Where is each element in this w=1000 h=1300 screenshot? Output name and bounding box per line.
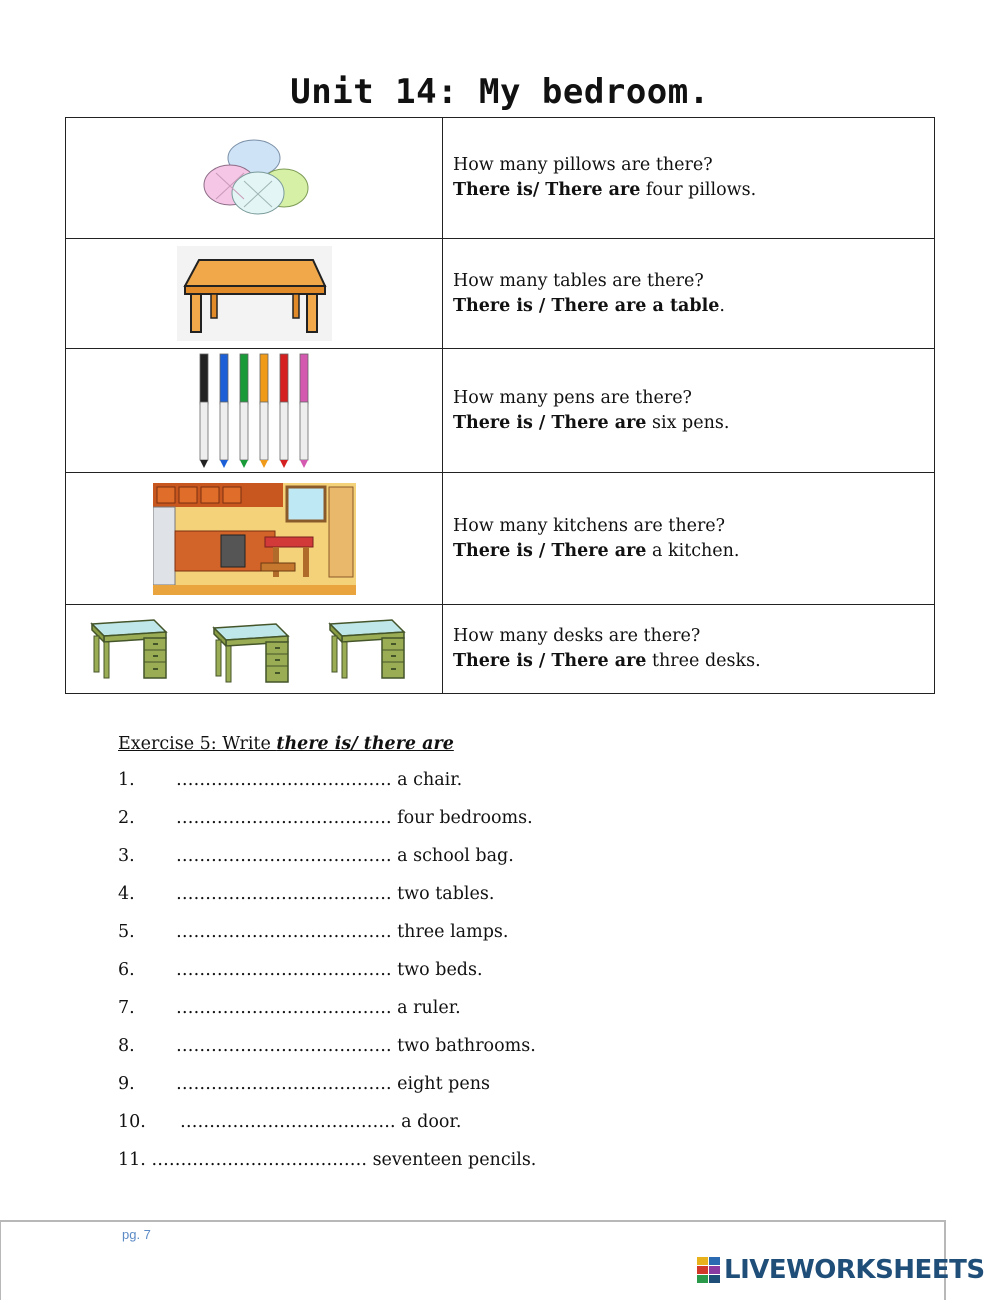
list-item: 10. ………………………………. a door.	[118, 1112, 462, 1132]
question-cell	[443, 473, 935, 605]
answer-text: There is / There are six pens.	[453, 412, 730, 433]
kitchen-image	[153, 483, 356, 595]
list-item: 3. ………………………………. a school bag.	[118, 846, 514, 866]
picture-cell	[66, 239, 443, 349]
picture-cell	[66, 473, 443, 605]
answer-text: There is / There are a kitchen.	[453, 540, 740, 561]
table-image	[177, 246, 332, 341]
question-text: How many desks are there?	[453, 626, 701, 646]
picture-cell	[66, 118, 443, 239]
answer-text: There is/ There are four pillows.	[453, 180, 757, 200]
list-item: 4. ………………………………. two tables.	[118, 884, 495, 904]
brand-wordmark: LIVEWORKSHEETS	[724, 1255, 985, 1285]
question-cell	[443, 349, 935, 473]
pens-image	[192, 352, 317, 470]
question-cell	[443, 118, 935, 239]
brand-logo[interactable]	[697, 1253, 985, 1287]
page-number: pg. 7	[122, 1227, 151, 1242]
question-text: How many tables are there?	[453, 270, 704, 291]
table-row	[66, 349, 935, 473]
page-title: Unit 14: My bedroom.	[290, 72, 710, 112]
question-table	[65, 117, 935, 694]
answer-blank[interactable]: ……………………………….	[176, 808, 392, 828]
exercise-heading: Exercise 5: Write there is/ there are	[118, 734, 454, 754]
question-text: How many kitchens are there?	[453, 515, 726, 536]
answer-text: There is / There are a table.	[453, 295, 725, 316]
question-cell	[443, 239, 935, 349]
answer-text: There is / There are three desks.	[453, 651, 761, 671]
question-text: How many pillows are there?	[453, 155, 713, 175]
picture-cell	[66, 605, 443, 694]
desks-image	[84, 614, 424, 684]
answer-blank[interactable]: ……………………………….	[176, 960, 392, 980]
table-row	[66, 473, 935, 605]
question-cell	[443, 605, 935, 694]
answer-blank[interactable]: ……………………………….	[151, 1150, 367, 1170]
liveworksheets-logo-icon	[697, 1257, 721, 1283]
list-item: 5. ………………………………. three lamps.	[118, 922, 509, 942]
answer-blank[interactable]: ……………………………….	[176, 1036, 392, 1056]
list-item: 2. ………………………………. four bedrooms.	[118, 808, 533, 828]
question-text: How many pens are there?	[453, 387, 692, 408]
picture-cell	[66, 349, 443, 473]
list-item: 6. ………………………………. two beds.	[118, 960, 483, 980]
list-item: 7. ………………………………. a ruler.	[118, 998, 461, 1018]
list-item: 11. ………………………………. seventeen pencils.	[118, 1150, 537, 1170]
table-row	[66, 605, 935, 694]
list-item: 8. ………………………………. two bathrooms.	[118, 1036, 536, 1056]
answer-blank[interactable]: ……………………………….	[176, 1074, 392, 1094]
list-item: 1. ………………………………. a chair.	[118, 770, 463, 790]
answer-blank[interactable]: ……………………………….	[180, 1112, 396, 1132]
table-row	[66, 239, 935, 349]
list-item: 9. ………………………………. eight pens	[118, 1074, 490, 1094]
table-row	[66, 118, 935, 239]
answer-blank[interactable]: ……………………………….	[176, 922, 392, 942]
pillows-image	[194, 133, 314, 223]
answer-blank[interactable]: ……………………………….	[176, 770, 392, 790]
answer-blank[interactable]: ……………………………….	[176, 846, 392, 866]
answer-blank[interactable]: ……………………………….	[176, 884, 392, 904]
answer-blank[interactable]: ……………………………….	[176, 998, 392, 1018]
